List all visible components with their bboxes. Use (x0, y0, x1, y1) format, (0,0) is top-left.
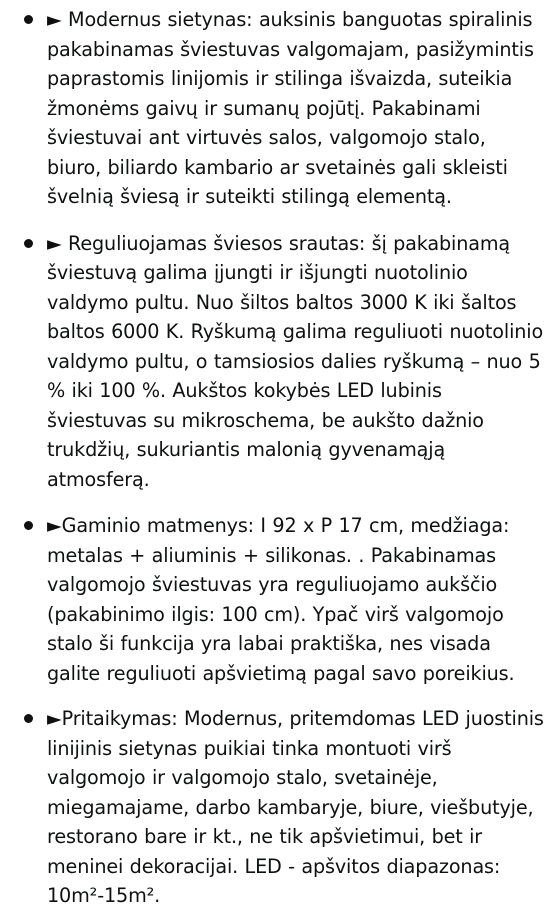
feature-bullet-text: ► Reguliuojamas šviesos srautas: šį pakabinamą šviestuvą galima įjungti ir išjungti nuotolinio valdymo pultu. Nuo šiltos baltos 3000 K iki šaltos baltos 6000 K. Ryškumą galima reguliuoti nuotolinio valdymo pultu, o tamsiosios dalies ryškumą – nuo 5 % iki 100 %. Aukštos kokybės LED lubinis šviestuvas su mikroschema, be aukšto dažnio trukdžių, sukuriantis malonią gyvenamąją atmosferą. (47, 231, 544, 491)
bullet-dot-icon (24, 239, 33, 248)
bullet-dot-icon (24, 521, 33, 530)
feature-bullet (0, 5, 550, 212)
bullet-dot-icon (24, 714, 33, 723)
feature-bullet-text: ►Pritaikymas: Modernus, pritemdomas LED juostinis linijinis sietynas puikiai tinka montuoti virš valgomojo ir valgomojo stalo, svetainėje, miegamajame, darbo kambaryje, biure, viešbutyje, restorano bare ir kt., ne tik apšvietimui, bet ir meninei dekoracijai. LED - apšvitos diapazonas: 10m²-15m². (47, 707, 544, 907)
bullet-dot-icon (24, 15, 33, 24)
feature-bullet (0, 511, 550, 688)
feature-bullet (0, 704, 550, 911)
feature-bullet (0, 229, 550, 495)
feature-bullet-text: ►Gaminio matmenys: I 92 x P 17 cm, medžiaga: metalas + aliuminis + silikonas. . Pakabinamas valgomojo šviestuvas yra reguliuojamo aukščio (pakabinimo ilgis: 100 cm). Ypač virš valgomojo stalo ši funkcija yra labai praktiška, nes visada galite reguliuoti apšvietimą pagal savo poreikius. (47, 514, 515, 685)
feature-bullet-text: ► Modernus sietynas: auksinis banguotas spiralinis pakabinamas šviestuvas valgomajam, pasižymintis paprastomis linijomis ir stilinga išvaizda, suteikia žmonėms gaivų ir sumanų pojūtį. Pakabinami šviestuvai ant virtuvės salos, valgomojo stalo, biuro, biliardo kambario ar svetainės gali skleisti švelnią šviesą ir suteikti stilingą elementą. (47, 8, 534, 208)
